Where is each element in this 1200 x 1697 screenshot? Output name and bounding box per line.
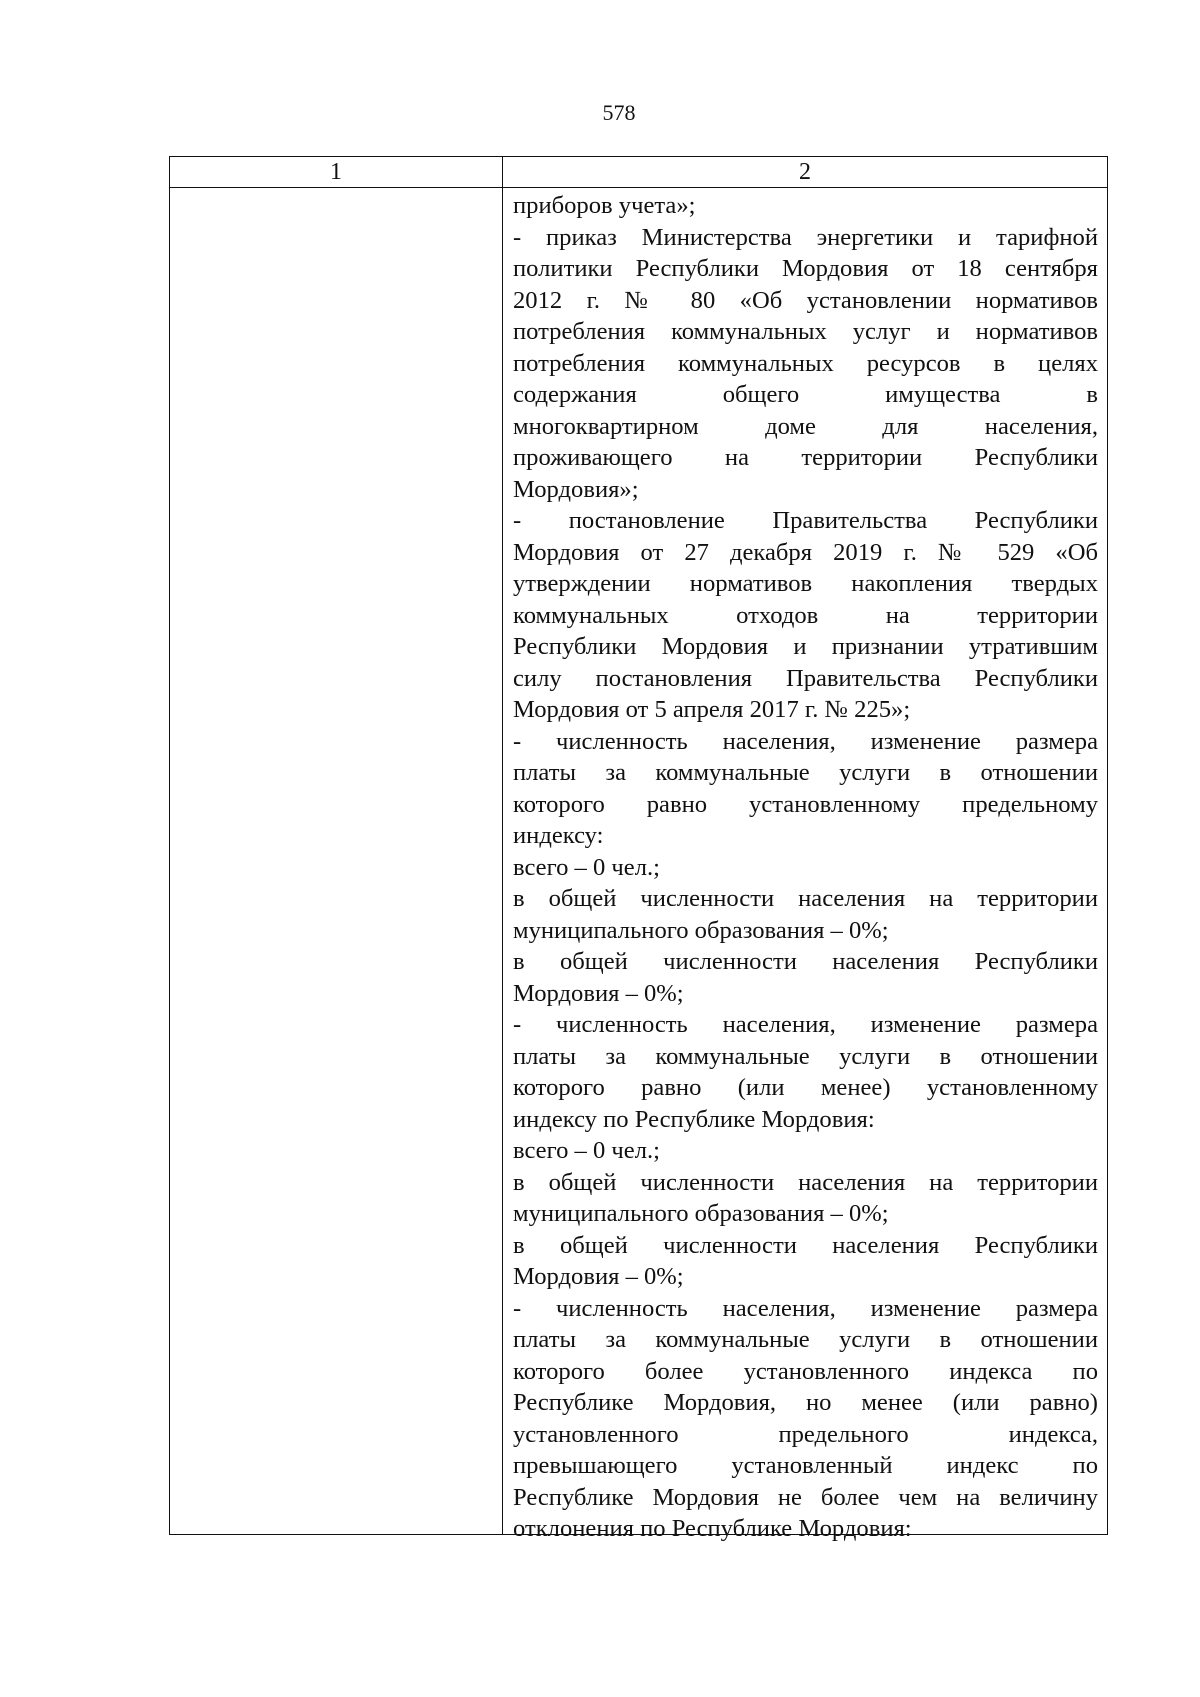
- table-header-row: [170, 157, 1108, 188]
- text-line: которого равно установленному предельному: [513, 790, 1098, 818]
- text-line: муниципального образования – 0%;: [513, 1200, 889, 1227]
- text-line: Республике Мордовия не более чем на величину: [513, 1483, 1098, 1511]
- text-line: - приказ Министерства энергетики и тарифной: [513, 223, 1098, 251]
- text-line: всего – 0 чел.;: [513, 1137, 660, 1164]
- text-line: - численность населения, изменение размера: [513, 727, 1098, 755]
- text-line: Мордовия»;: [513, 475, 639, 503]
- text-line: Мордовия от 5 апреля 2017 г. № 225»;: [513, 696, 911, 723]
- text-line: Мордовия – 0%;: [513, 979, 684, 1007]
- text-line: платы за коммунальные услуги в отношении: [513, 759, 1098, 786]
- text-line: превышающего установленный индекс по: [513, 1452, 1098, 1479]
- text-line: Республики Мордовия и признании утратившим: [513, 633, 1098, 660]
- text-line: утверждении нормативов накопления твердых: [513, 570, 1098, 597]
- column-header-1: 1: [170, 157, 503, 188]
- text-line: Мордовия – 0%;: [513, 1263, 684, 1290]
- text-line: в общей численности населения Республики: [513, 948, 1098, 975]
- document-table: [169, 156, 1108, 1542]
- text-line: всего – 0 чел.;: [513, 853, 660, 881]
- text-line: которого равно (или менее) установленному: [513, 1074, 1098, 1101]
- page-number: 578: [602, 100, 636, 125]
- column-2-text: [503, 188, 1107, 1542]
- text-line: Республике Мордовия, но менее (или равно): [513, 1389, 1098, 1416]
- text-line: в общей численности населения Республики: [513, 1231, 1098, 1259]
- column-1-cell: [170, 188, 503, 1535]
- text-line: - численность населения, изменение размера: [513, 1011, 1098, 1038]
- text-line: 2012 г. № 80 «Об установлении нормативов: [513, 286, 1098, 314]
- text-line: муниципального образования – 0%;: [513, 916, 889, 944]
- text-line: Мордовия от 27 декабря 2019 г. № 529 «Об: [513, 538, 1098, 566]
- text-line: силу постановления Правительства Республики: [513, 664, 1098, 692]
- text-line: проживающего на территории Республики: [513, 444, 1098, 471]
- text-line: которого более установленного индекса по: [513, 1357, 1098, 1385]
- table-row: [170, 188, 1108, 1535]
- text-line: потребления коммунальных услуг и нормативов: [513, 318, 1098, 345]
- text-line: индексу:: [513, 822, 604, 849]
- text-line: индексу по Республике Мордовия:: [513, 1105, 875, 1133]
- text-line: платы за коммунальные услуги в отношении: [513, 1042, 1098, 1070]
- text-line: политики Республики Мордовия от 18 сентября: [513, 255, 1098, 282]
- text-line: платы за коммунальные услуги в отношении: [513, 1326, 1098, 1353]
- text-line: потребления коммунальных ресурсов в целях: [513, 349, 1098, 377]
- text-line: многоквартирном доме для населения,: [513, 412, 1098, 440]
- text-line: - постановление Правительства Республики: [513, 507, 1098, 534]
- text-line: содержания общего имущества в: [513, 381, 1098, 408]
- text-line: в общей численности населения на территории: [513, 885, 1098, 912]
- text-line: отклонения по Республике Мордовия:: [513, 1515, 912, 1542]
- text-line: коммунальных отходов на территории: [513, 601, 1098, 629]
- text-line: в общей численности населения на территории: [513, 1168, 1098, 1196]
- column-header-2: 2: [503, 157, 1108, 188]
- column-2-cell: [503, 188, 1108, 1542]
- text-line: приборов учета»;: [513, 192, 696, 219]
- text-line: - численность населения, изменение размера: [513, 1294, 1098, 1322]
- text-line: установленного предельного индекса,: [513, 1420, 1098, 1448]
